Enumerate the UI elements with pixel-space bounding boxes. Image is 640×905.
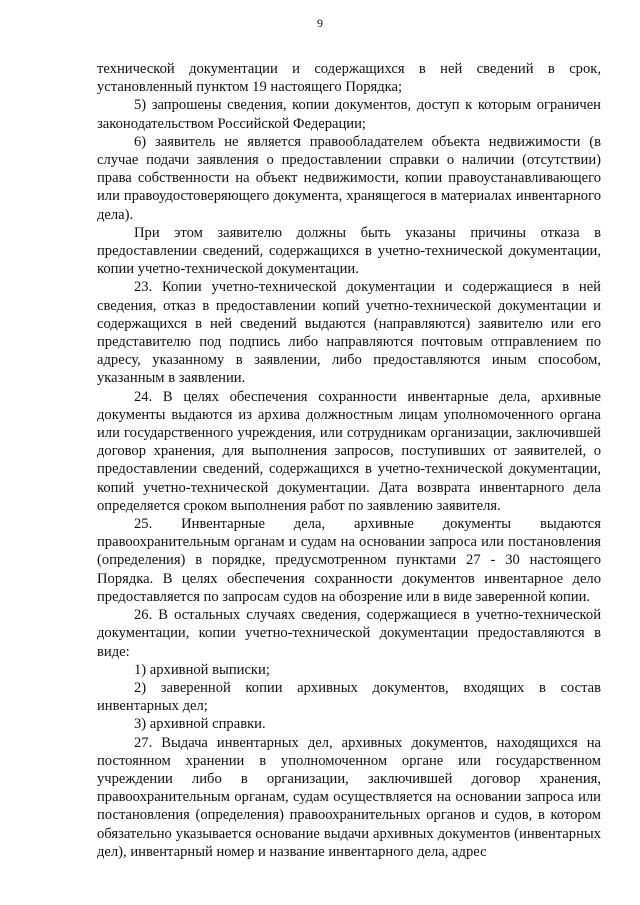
paragraph-24: 24. В целях обеспечения сохранности инвентарные дела, архивные документы выдаются из архива должностным лицам уполномоченного органа или государственного учреждения, или сотрудникам организации, заключившей договор хранения, для выполнения запросов, поступивших от заявителей, о предоставлении сведений, содержащихся в учетно-технической документации, копий учетно-технической документации. Дата возврата инвентарного дела определяется сроком выполнения работ по заявлению заявителя. [97,388,601,514]
page-number: 9 [317,16,323,30]
document-body [97,60,601,861]
paragraph-continuation: технической документации и содержащихся в ней сведений в срок, установленный пунктом 19 настоящего Порядка; [97,61,601,96]
paragraph-25: 25. Инвентарные дела, архивные документы выдаются правоохранительным органам и судам на основании запроса или постановления (определения) в порядке, предусмотренном пунктами 27 - 30 настоящего Порядка. В целях обеспечения сохранности документов инвентарное дело предоставляется по запросам судов на обозрение или в виде заверенной копии. [97,516,601,605]
paragraph-23: 23. Копии учетно-технической документации и содержащиеся в ней сведения, отказ в предоставлении копий учетно-технической документации и содержащихся в ней сведений выдаются (направляются) заявителю или его представителю под подпись либо направляются почтовым отправлением по адресу, указанному в заявлении, либо предоставляются иным способом, указанным в заявлении. [97,279,601,387]
list-item-archive-extract: 1) архивной выписки; [134,661,270,678]
list-item-archive-certificate: 3) архивной справки. [134,716,266,733]
paragraph-26: 26. В остальных случаях сведения, содержащиеся в учетно-технической документации, копии учетно-технической документации предоставляются в виде: [97,607,601,660]
list-item-certified-copy: 2) заверенной копии архивных документов, входящих в состав инвентарных дел; [97,679,601,715]
paragraph-item-6: 6) заявитель не является правообладателем объекта недвижимости (в случае подачи заявления о предоставлении справки о наличии (отсутствии) права собственности на объект недвижимости, копии правоустанавливающего или правоудостоверяющего документа, хранящегося в материалах инвентарного дела). [97,133,601,223]
paragraph-refusal-reasons: При этом заявителю должны быть указаны причины отказа в предоставлении сведений, содержащихся в учетно-технической документации, копии учетно-технической документации. [97,224,601,278]
paragraph-27: 27. Выдача инвентарных дел, архивных документов, находящихся на постоянном хранении в уполномоченном органе или государственном учреждении либо в организации, заключившей договор хранения, правоохранительным органам, судам осуществляется на основании запроса или постановления (определения) правоохранительных органов и судов, в котором обязательно указывается основание выдачи архивных документов (инвентарных дел), инвентарный номер и название инвентарного дела, адрес [97,734,601,860]
paragraph-item-5: 5) запрошены сведения, копии документов, доступ к которым ограничен законодательством Российской Федерации; [97,97,601,132]
